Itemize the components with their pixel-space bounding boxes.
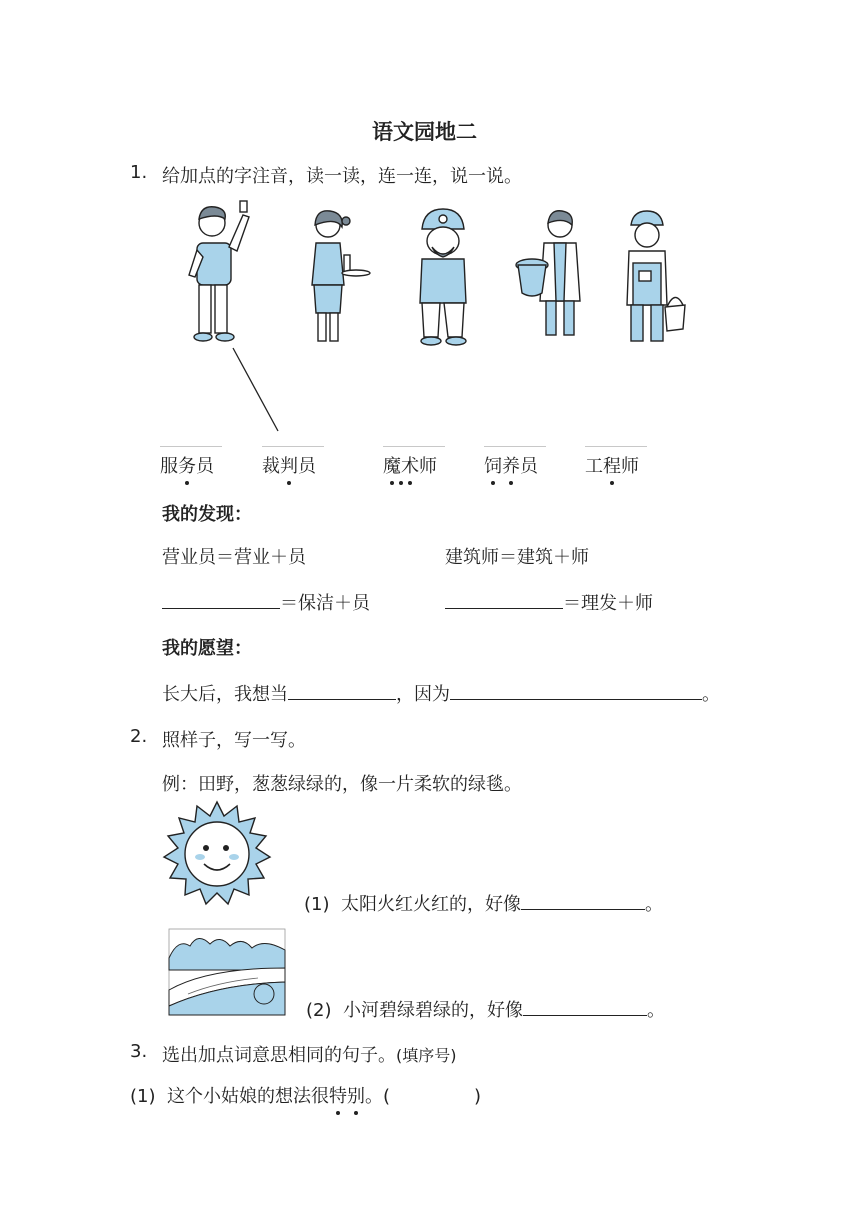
pinyin-line[interactable] [383, 446, 445, 447]
q1-prompt: 给加点的字注音，读一读，连一连，说一说。 [162, 166, 522, 187]
waitress-figure [300, 205, 375, 350]
word-moshushi: 魔术师 [383, 452, 437, 478]
wish-sentence: 长大后，我想当 ，因为 。 [162, 680, 720, 706]
q2-number: 2. [130, 726, 148, 747]
q3-item1: (1) 这个小姑娘的想法很特别。( ) [130, 1082, 481, 1108]
pinyin-line[interactable] [484, 446, 546, 447]
wish-label: 我的愿望： [162, 638, 252, 659]
answer-blank[interactable] [523, 997, 647, 1016]
q2-item1: (1) 太阳火红火红的，好像 。 [304, 890, 663, 916]
discovery-row2-left: ＝保洁＋员 [162, 589, 370, 615]
magician-figure [510, 205, 590, 345]
discovery-row1-right: 建筑师＝建筑＋师 [445, 547, 589, 568]
dotted-char: 饲 [484, 452, 502, 478]
dotted-chars [383, 452, 419, 478]
answer-blank[interactable] [445, 590, 563, 609]
miner-figure [410, 205, 475, 350]
referee-figure [185, 195, 255, 350]
connecting-line [230, 345, 285, 435]
answer-blank[interactable] [162, 590, 280, 609]
q3-number: 3. [130, 1041, 148, 1062]
river-landscape [168, 928, 286, 1016]
dotted-char: 特 [329, 1082, 347, 1108]
pinyin-line[interactable] [262, 446, 324, 447]
discovery-row1-left: 营业员＝营业＋员 [162, 547, 306, 568]
discovery-row2-right: ＝理发＋师 [445, 589, 653, 615]
pinyin-line[interactable] [160, 446, 222, 447]
sun-icon [160, 800, 275, 908]
dotted-char: 别 [347, 1082, 365, 1108]
discovery-label: 我的发现： [162, 504, 252, 525]
word-fuwuyuan: 服务员 [160, 452, 214, 478]
dotted-char: 魔 [383, 452, 401, 478]
dotted-char: 养 [502, 452, 520, 478]
answer-blank[interactable] [521, 891, 645, 910]
farmer-figure [615, 205, 690, 350]
word-gongchengshi: 工程师 [585, 452, 639, 478]
pinyin-line[interactable] [585, 446, 647, 447]
q3-prompt: 选出加点词意思相同的句子。(填序号) [162, 1045, 457, 1066]
q2-example: 例：田野，葱葱绿绿的，像一片柔软的绿毯。 [162, 774, 522, 795]
answer-blank[interactable] [450, 681, 702, 700]
dotted-char: 术 [401, 452, 419, 478]
q2-item2: (2) 小河碧绿碧绿的，好像 。 [306, 996, 665, 1022]
q2-prompt: 照样子，写一写。 [162, 730, 306, 751]
answer-blank[interactable] [288, 681, 396, 700]
word-caipanyuan: 裁判员 [262, 452, 316, 478]
word-siyangyuan: 饲养员 [484, 452, 538, 478]
page-title: 语文园地二 [372, 120, 477, 144]
q1-number: 1. [130, 162, 148, 183]
